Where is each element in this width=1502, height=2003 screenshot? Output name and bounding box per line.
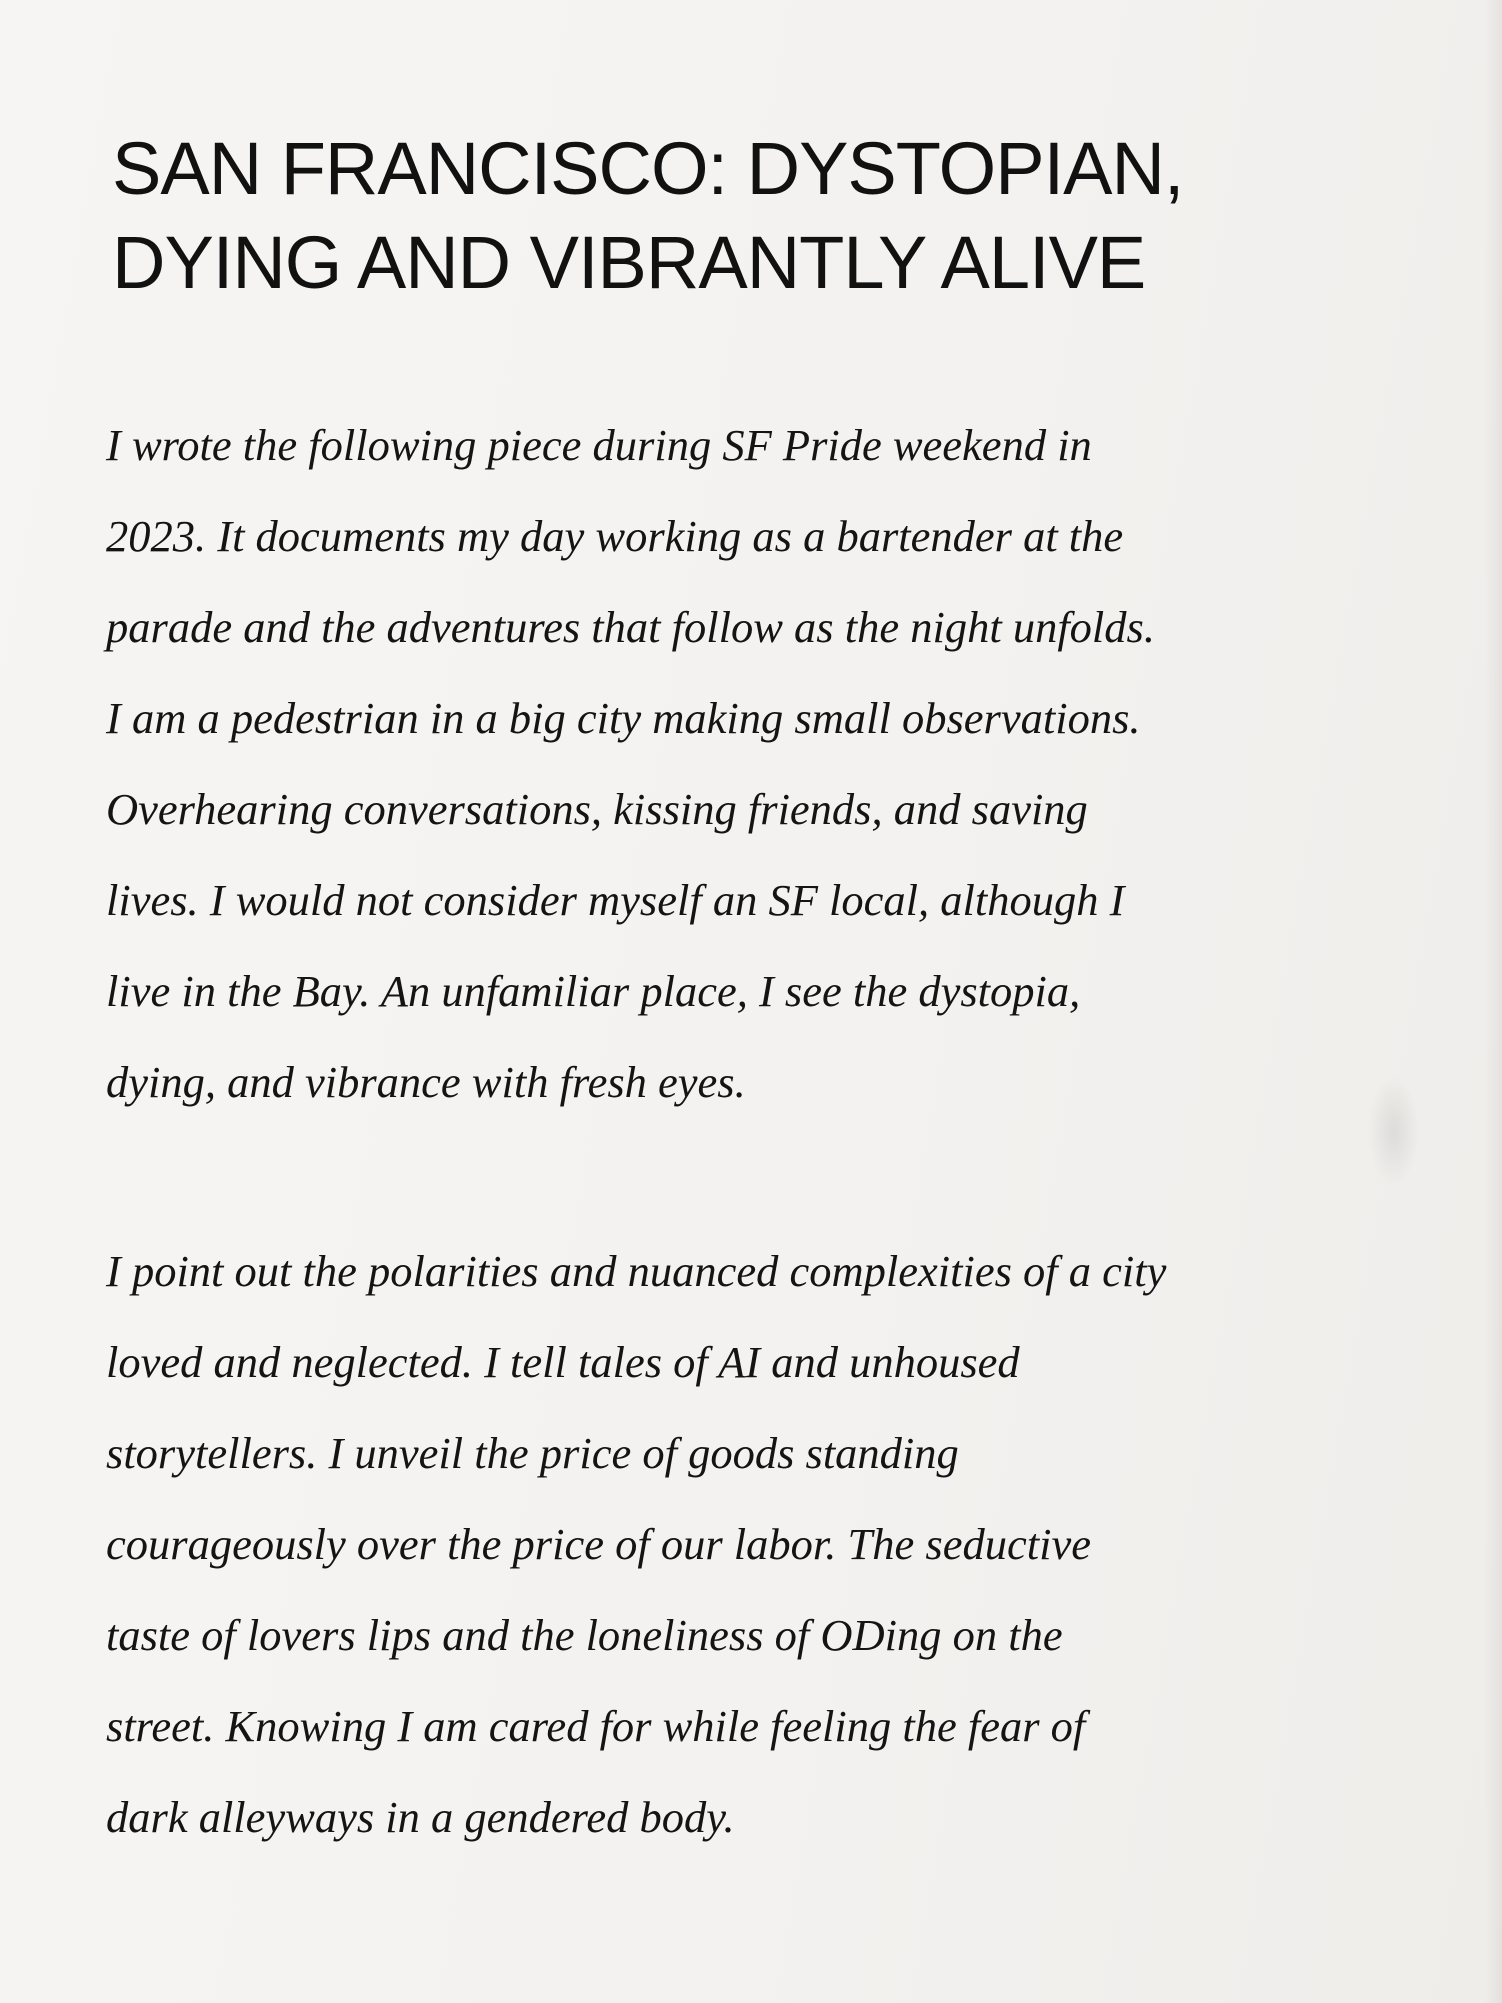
page-title — [112, 122, 1392, 310]
paragraph-line: taste of lovers lips and the loneliness of ODing on the — [106, 1610, 1063, 1660]
paragraph-line: dark alleyways in a gendered body. — [106, 1792, 735, 1842]
paragraph-line: street. Knowing I am cared for while feeling the fear of — [106, 1701, 1086, 1751]
paragraph-line: courageously over the price of our labor. The seductive — [106, 1519, 1091, 1569]
title-line: DYING AND VIBRANTLY ALIVE — [112, 221, 1146, 304]
paragraph-line: I point out the polarities and nuanced complexities of a city — [106, 1246, 1167, 1296]
page-edge-shadow — [1484, 0, 1502, 2003]
paragraph-line: Overhearing conversations, kissing friends, and saving — [106, 784, 1088, 834]
paragraph-line: parade and the adventures that follow as the night unfolds. — [106, 602, 1155, 652]
title-line: SAN FRANCISCO: DYSTOPIAN, — [112, 127, 1184, 210]
paragraph-line: live in the Bay. An unfamiliar place, I see the dystopia, — [106, 966, 1081, 1016]
paragraph-line: storytellers. I unveil the price of goods standing — [106, 1428, 959, 1478]
paragraph-line: loved and neglected. I tell tales of AI and unhoused — [106, 1337, 1020, 1387]
paragraph-line: I wrote the following piece during SF Pride weekend in — [106, 420, 1092, 470]
intro-paragraph — [106, 400, 1396, 1128]
second-paragraph — [106, 1226, 1396, 1863]
paragraph-line: dying, and vibrance with fresh eyes. — [106, 1057, 746, 1107]
paragraph-line: lives. I would not consider myself an SF local, although I — [106, 875, 1125, 925]
paragraph-line: 2023. It documents my day working as a bartender at the — [106, 511, 1124, 561]
paragraph-line: I am a pedestrian in a big city making small observations. — [106, 693, 1141, 743]
